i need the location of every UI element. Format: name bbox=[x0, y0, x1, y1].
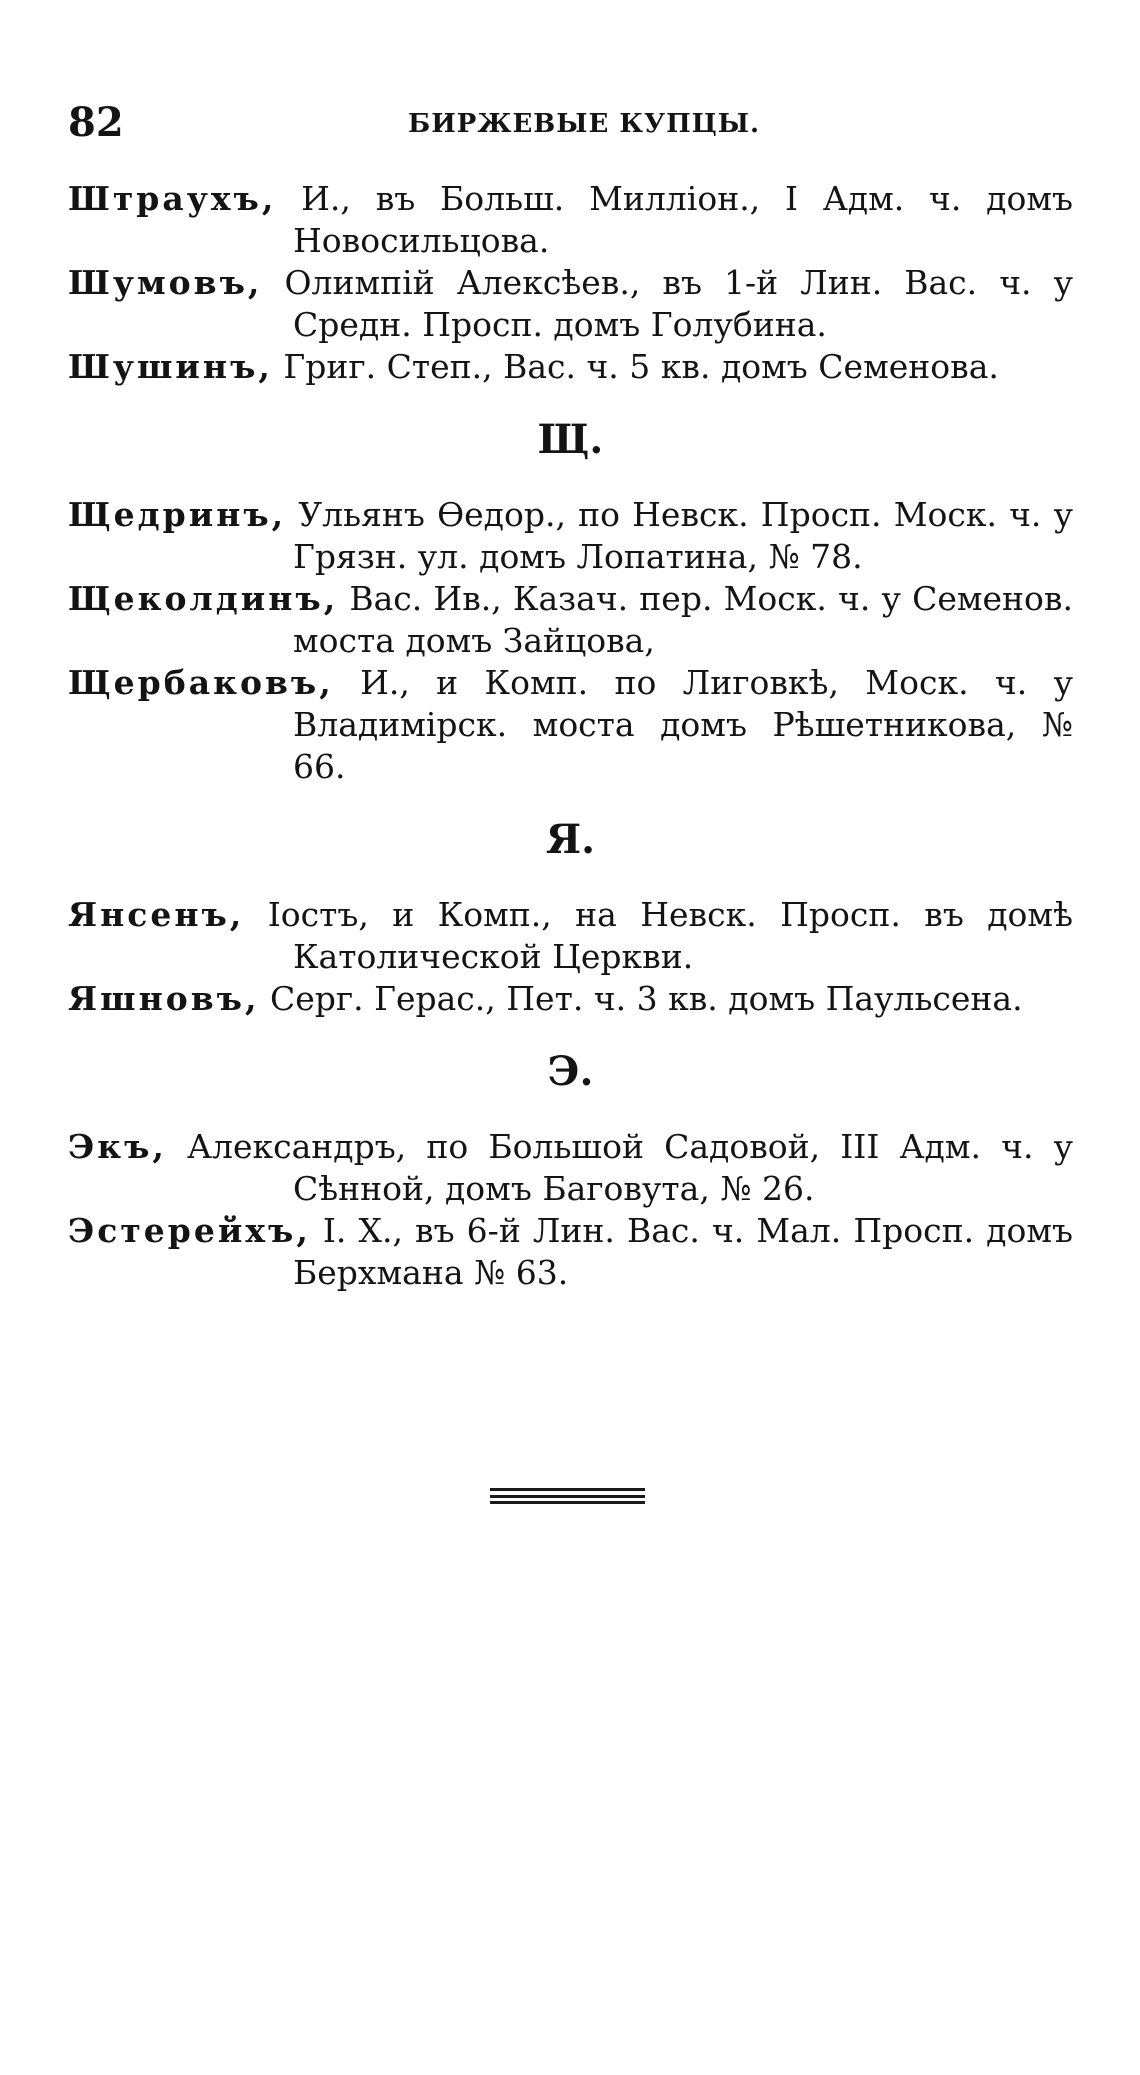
directory-entry bbox=[68, 978, 1073, 1020]
section-heading-shch: Щ. bbox=[537, 416, 604, 463]
section-heading-ya: Я. bbox=[545, 816, 596, 863]
rule-line bbox=[490, 1495, 645, 1498]
entry-details: Ульянъ Ѳедор., по Невск. Просп. Моск. ч. у Грязн. ул. домъ Лопатина, № 78. bbox=[286, 495, 1073, 576]
entry-details: Александръ, по Большой Садовой, III Адм. ч. у Сѣнной, домъ Баговута, № 26. bbox=[166, 1127, 1073, 1208]
entry-surname: Янсенъ, bbox=[68, 895, 245, 934]
entry-details: Вас. Ив., Казач. пер. Моск. ч. у Семенов. моста домъ Зайцова, bbox=[293, 579, 1073, 660]
directory-entry bbox=[68, 178, 1073, 262]
directory-entry bbox=[68, 346, 1073, 388]
entry-details: Серг. Герас., Пет. ч. 3 кв. домъ Паульсена. bbox=[259, 979, 1023, 1018]
entry-surname: Экъ, bbox=[68, 1127, 167, 1166]
entry-surname: Щеколдинъ, bbox=[68, 579, 339, 618]
entry-details: Іостъ, и Комп., на Невск. Просп. въ домѣ Католической Церкви. bbox=[244, 895, 1073, 976]
directory-entry bbox=[68, 494, 1073, 578]
entry-surname: Шумовъ, bbox=[68, 263, 263, 302]
directory-entry bbox=[68, 262, 1073, 346]
rule-line bbox=[490, 1488, 645, 1491]
directory-entry bbox=[68, 894, 1073, 978]
section-heading-e: Э. bbox=[547, 1048, 594, 1095]
entry-surname: Эстерейхъ, bbox=[68, 1211, 311, 1250]
entry-surname: Штраухъ, bbox=[68, 179, 277, 218]
entry-details: И., въ Больш. Милліон., I Адм. ч. домъ Новосильцова. bbox=[276, 179, 1073, 260]
running-head: БИРЖЕВЫЕ КУПЦЫ. bbox=[408, 109, 761, 139]
entry-details: Григ. Степ., Вас. ч. 5 кв. домъ Семенова. bbox=[272, 347, 999, 386]
rule-line bbox=[490, 1501, 645, 1504]
directory-entry bbox=[68, 578, 1073, 662]
directory-entry bbox=[68, 662, 1073, 788]
directory-listing bbox=[68, 178, 1073, 1294]
entry-details: И., и Комп. по Лиговкѣ, Моск. ч. у Владимірск. моста домъ Рѣшетникова, № 66. bbox=[293, 663, 1073, 786]
page-number: 82 bbox=[68, 99, 124, 146]
directory-entry bbox=[68, 1210, 1073, 1294]
page-header bbox=[68, 98, 1078, 148]
entry-details: I. X., въ 6-й Лин. Вас. ч. Мал. Просп. домъ Берхмана № 63. bbox=[293, 1211, 1073, 1292]
entry-surname: Щедринъ, bbox=[68, 495, 287, 534]
entry-details: Олимпій Алексѣев., въ 1-й Лин. Вас. ч. у Средн. Просп. домъ Голубина. bbox=[262, 263, 1073, 344]
entry-surname: Яшновъ, bbox=[68, 979, 260, 1018]
end-of-section-rule bbox=[490, 1488, 645, 1502]
directory-entry bbox=[68, 1126, 1073, 1210]
entry-surname: Шушинъ, bbox=[68, 347, 273, 386]
entry-surname: Щербаковъ, bbox=[68, 663, 334, 702]
